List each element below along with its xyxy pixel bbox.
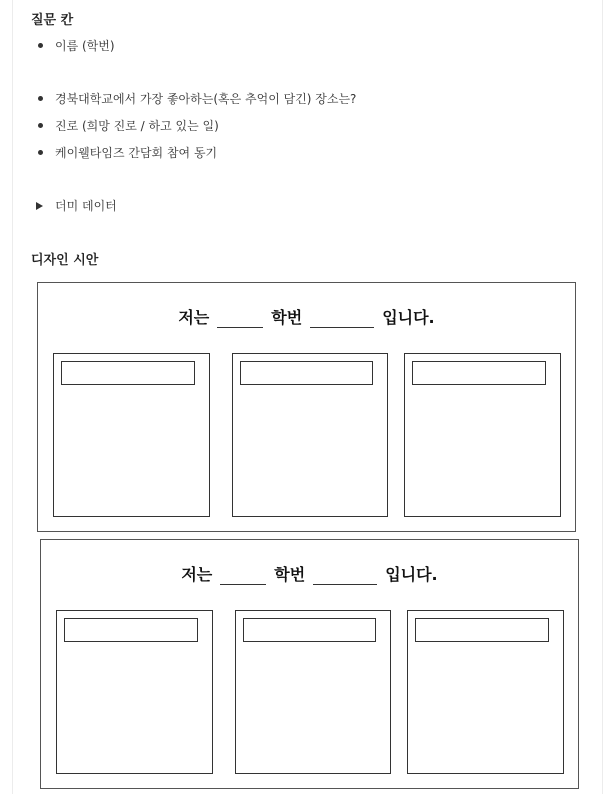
bullet-dot: [38, 96, 43, 101]
profile-card: [407, 610, 564, 774]
design-panel: [40, 539, 579, 789]
profile-card: [56, 610, 213, 774]
bullet-dot: [38, 150, 43, 155]
profile-card: [404, 353, 561, 517]
questions-heading: 질문 칸: [31, 13, 74, 28]
card-label-box: [415, 618, 549, 642]
list-item-text: 진로 (희망 진로 / 하고 있는 일): [55, 119, 219, 133]
intro-sentence: [41, 562, 578, 585]
list-item: [38, 90, 356, 107]
triangle-right-icon[interactable]: [36, 202, 43, 210]
list-item-text: 케이웰타임즈 간담회 참여 동기: [55, 146, 218, 160]
design-panel: [37, 282, 576, 532]
list-item-text: 이름 (학번): [55, 39, 115, 53]
list-item: [38, 117, 219, 134]
intro-sentence: [38, 305, 575, 328]
card-label-box: [240, 361, 373, 385]
list-item-text: 경북대학교에서 가장 좋아하는(혹은 추억이 담긴) 장소는?: [55, 92, 357, 106]
card-label-box: [64, 618, 198, 642]
card-label-box: [243, 618, 376, 642]
sentence-part-1: 저는: [178, 308, 210, 327]
card-label-box: [412, 361, 546, 385]
blank-student-id: [313, 566, 377, 585]
bullet-dot: [38, 43, 43, 48]
blank-name: [220, 566, 266, 585]
profile-card: [53, 353, 210, 517]
blank-name: [217, 309, 263, 328]
sentence-part-2: 학번: [274, 565, 306, 584]
dummy-data-toggle[interactable]: [36, 197, 117, 214]
design-heading: 디자인 시안: [31, 253, 99, 268]
bullet-dot: [38, 123, 43, 128]
card-label-box: [61, 361, 195, 385]
sentence-part-3: 입니다.: [385, 565, 438, 584]
toggle-label[interactable]: 더미 데이터: [55, 199, 117, 213]
list-item: [38, 37, 115, 54]
sentence-part-2: 학번: [271, 308, 303, 327]
sentence-part-1: 저는: [181, 565, 213, 584]
profile-card: [232, 353, 388, 517]
list-item: [38, 144, 217, 161]
sentence-part-3: 입니다.: [382, 308, 435, 327]
profile-card: [235, 610, 391, 774]
blank-student-id: [310, 309, 374, 328]
